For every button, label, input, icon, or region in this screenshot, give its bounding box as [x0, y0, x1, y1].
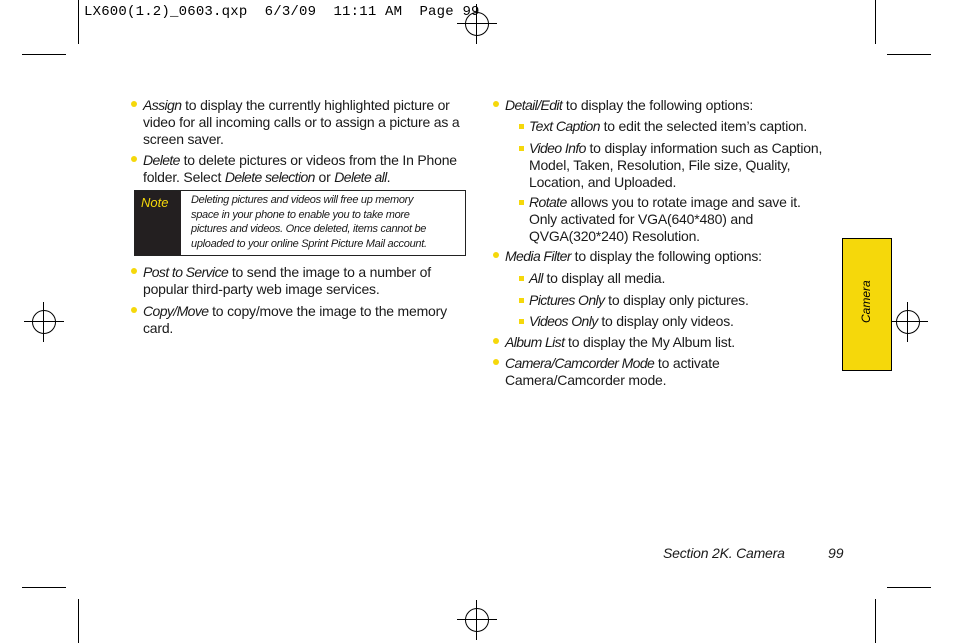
crop-mark	[875, 0, 876, 44]
side-tab-label: Camera	[859, 280, 873, 323]
bullet-icon	[131, 268, 137, 274]
assign-item: Assign to display the currently highlighted picture or video for all incoming calls or to assign a picture as a screen saver.	[143, 97, 460, 147]
videos-only-item: Videos Only to display only videos.	[529, 313, 734, 329]
all-item: All to display all media.	[529, 270, 666, 286]
bullet-icon	[131, 156, 137, 162]
copy-move-item: Copy/Move to copy/move the image to the memory card.	[143, 303, 447, 336]
post-term: Post to Service	[143, 264, 229, 280]
bullet-icon	[131, 101, 137, 107]
post-to-service-item: Post to Service to send the image to a number of popular third-party web image services.	[143, 264, 431, 297]
delete-item: Delete to delete pictures or videos from the In Phone folder. Select Delete selection or Delete all.	[143, 152, 457, 185]
crop-mark	[78, 0, 79, 44]
media-filter-item: Media Filter to display the following options:	[505, 248, 762, 264]
bullet-icon	[493, 359, 499, 365]
square-bullet-icon	[519, 276, 524, 281]
assign-term: Assign	[143, 97, 182, 113]
registration-mark	[457, 600, 497, 640]
delete-term: Delete	[143, 152, 180, 168]
text-caption-item: Text Caption to edit the selected item’s caption.	[529, 118, 808, 134]
copy-term: Copy/Move	[143, 303, 209, 319]
print-slug: LX600(1.2)_0603.qxp 6/3/09 11:11 AM Page 99	[84, 4, 480, 20]
video-info-item: Video Info to display information such as Caption, Model, Taken, Resolution, File size, Quality, Location, and Uploaded.	[529, 140, 823, 190]
rotate-item: Rotate allows you to rotate image and save it. Only activated for VGA(640*480) and QVGA(320*240) Resolution.	[529, 194, 801, 244]
crop-mark	[22, 54, 66, 55]
square-bullet-icon	[519, 200, 524, 205]
crop-mark	[875, 599, 876, 643]
square-bullet-icon	[519, 319, 524, 324]
bullet-icon	[493, 252, 499, 258]
bullet-icon	[493, 101, 499, 107]
crop-mark	[887, 587, 931, 588]
pictures-only-item: Pictures Only to display only pictures.	[529, 292, 749, 308]
bullet-icon	[131, 307, 137, 313]
crop-mark	[887, 54, 931, 55]
bullet-icon	[493, 338, 499, 344]
registration-mark	[888, 302, 928, 342]
section-side-tab	[842, 238, 892, 371]
camera-mode-item: Camera/Camcorder Mode to activate Camera/Camcorder mode.	[505, 355, 720, 388]
crop-mark	[22, 587, 66, 588]
note-label: Note	[135, 191, 181, 255]
note-box	[134, 190, 466, 256]
crop-mark	[78, 599, 79, 643]
detail-edit-item: Detail/Edit to display the following options:	[505, 97, 754, 113]
note-text: Deleting pictures and videos will free up memory space in your phone to enable you to take more pictures and videos. Once deleted, items cannot be uploaded to your online Sprint Picture Mail account.	[191, 194, 427, 250]
square-bullet-icon	[519, 124, 524, 129]
album-list-item: Album List to display the My Album list.	[505, 334, 735, 350]
square-bullet-icon	[519, 146, 524, 151]
square-bullet-icon	[519, 298, 524, 303]
registration-mark	[24, 302, 64, 342]
page-number: 99	[828, 545, 844, 561]
footer-section-title: Section 2K. Camera	[663, 545, 785, 561]
